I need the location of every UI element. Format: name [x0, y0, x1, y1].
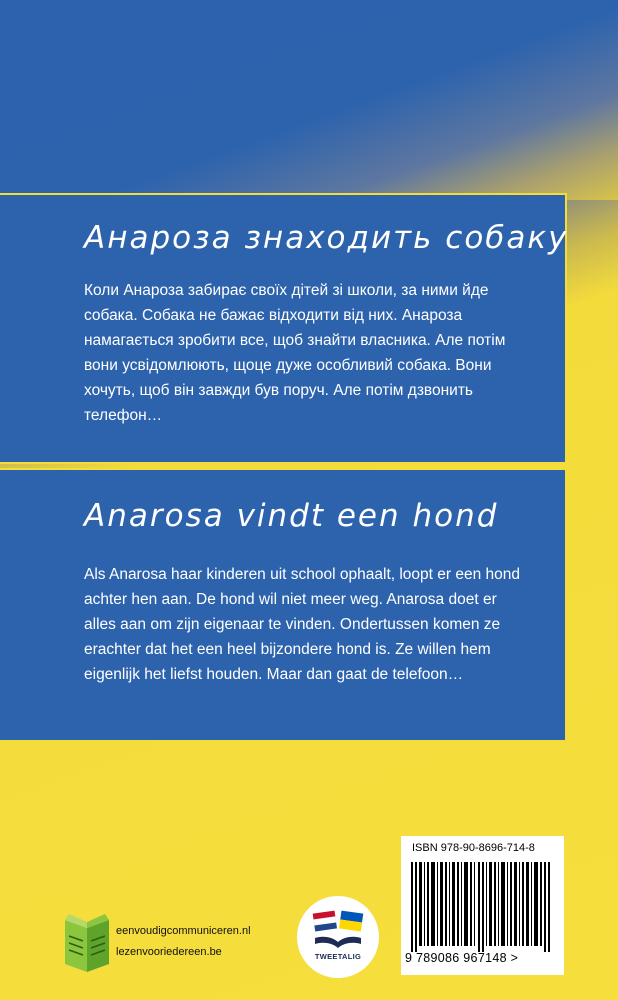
isbn-label: ISBN 978-90-8696-714-8	[412, 842, 535, 854]
publisher-website-nl: eenvoudigcommuniceren.nl	[116, 925, 251, 937]
publisher-website-be: lezenvooriedereen.be	[116, 946, 222, 958]
isbn-barcode	[401, 836, 564, 975]
barcode-bars	[411, 862, 554, 952]
dutch-summary-panel	[0, 468, 567, 742]
barcode-digits: 9 789086 967148 >	[405, 951, 519, 965]
badge-label: TWEETALIG	[314, 952, 362, 961]
ukrainian-summary-panel	[0, 193, 567, 464]
open-book-logo-icon	[63, 912, 111, 974]
ukrainian-title: Анароза знаходить собаку	[84, 220, 569, 256]
bilingual-badge	[297, 896, 379, 978]
cover-background	[0, 0, 618, 200]
dutch-title: Anarosa vindt een hond	[84, 498, 499, 534]
dutch-summary-text: Als Anarosa haar kinderen uit school ophaalt, loopt er een hond achter hen aan. De hond wil niet meer weg. Anarosa doet er alles aan om zijn eigenaar te vinden. Ondertussen komen ze erachter dat het een heel bijzondere hond is. Ze willen hem eigenlijk het liefst houden. Maar dan gaat de telefoon…	[84, 566, 521, 683]
ukrainian-summary-text: Коли Анароза забирає своїх дітей зі школи, за ними йде собака. Собака не бажає відходити від них. Анароза намагається зробити все, щоб знайти власника. Але потім вони усвідомлюють, щоце дуже особливий собака. Вони хочуть, щоб він завжди був поруч. Але потім дзвонить телефон…	[84, 282, 506, 424]
flags-icon	[311, 908, 365, 950]
